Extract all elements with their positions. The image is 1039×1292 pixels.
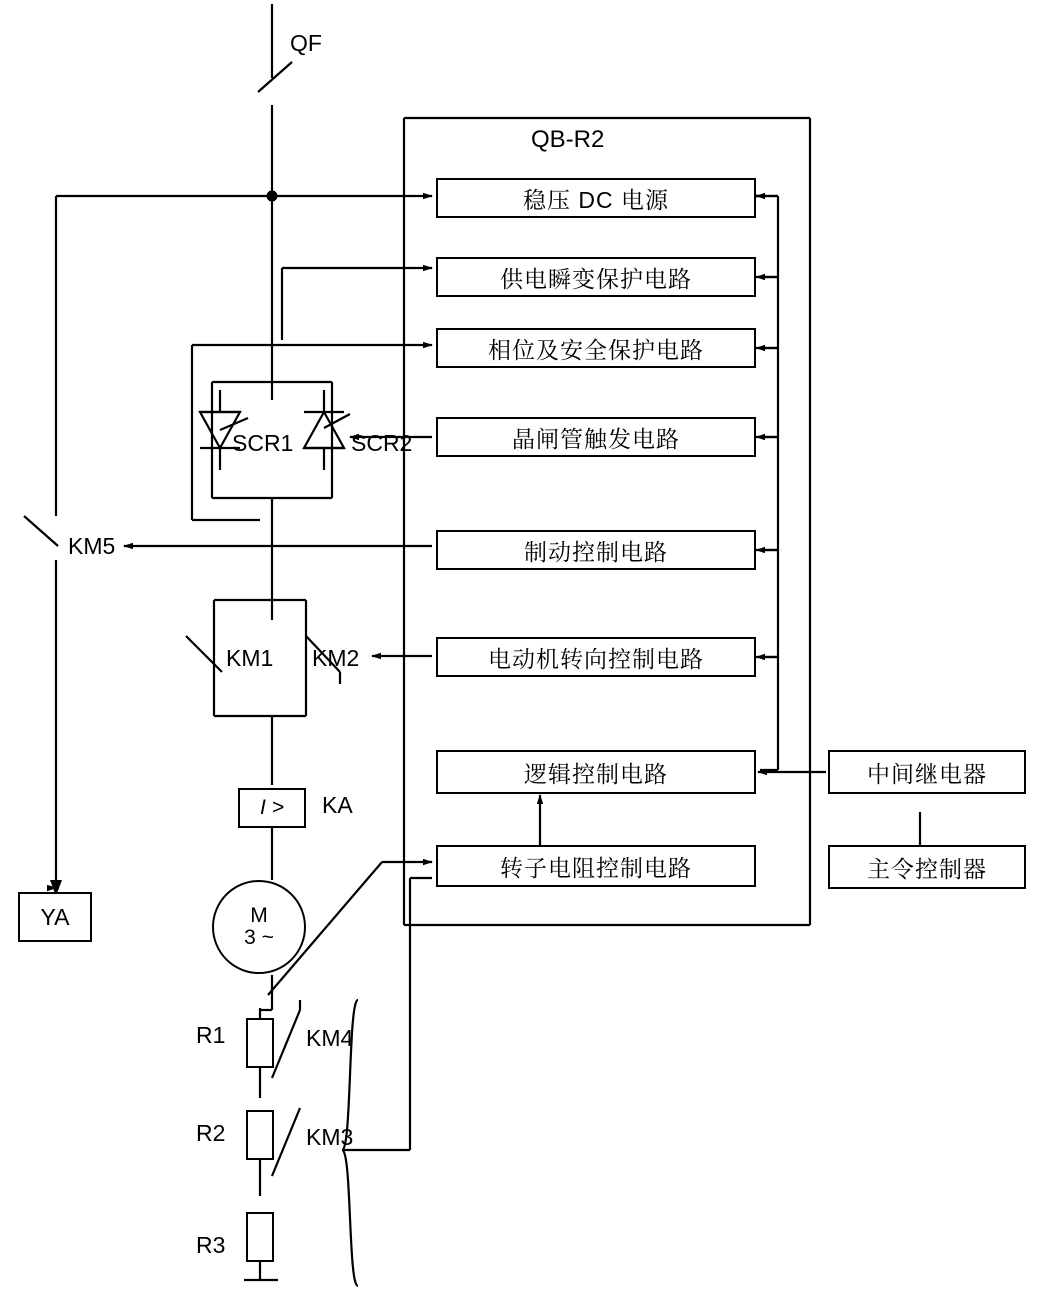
label-r1: R1	[196, 1022, 226, 1048]
label-km1: KM1	[226, 645, 274, 671]
motor-label-phase: 3 ~	[244, 926, 274, 949]
block-rotor-resistance-control: 转子电阻控制电路	[436, 845, 756, 887]
block-logic-control: 逻辑控制电路	[436, 750, 756, 794]
label-km2: KM2	[312, 645, 360, 671]
resistor-r2	[246, 1110, 274, 1160]
label-km3: KM3	[306, 1124, 354, 1150]
block-thyristor-trigger: 晶闸管触发电路	[436, 417, 756, 457]
motor-label-m: M	[250, 903, 268, 927]
panel-title: QB-R2	[531, 126, 605, 153]
label-qf: QF	[290, 30, 322, 56]
block-motor-direction-control: 电动机转向控制电路	[436, 637, 756, 677]
resistor-r1	[246, 1018, 274, 1068]
block-intermediate-relay: 中间继电器	[828, 750, 1026, 794]
resistor-r3	[246, 1212, 274, 1262]
block-transient-protection: 供电瞬变保护电路	[436, 257, 756, 297]
block-master-controller: 主令控制器	[828, 845, 1026, 889]
label-scr1: SCR1	[232, 430, 294, 456]
label-ka: KA	[322, 792, 353, 818]
motor-symbol	[212, 880, 306, 974]
block-dc-power: 稳压 DC 电源	[436, 178, 756, 218]
label-r2: R2	[196, 1120, 226, 1146]
block-brake-control: 制动控制电路	[436, 530, 756, 570]
label-r3: R3	[196, 1232, 226, 1258]
label-scr2: SCR2	[351, 430, 413, 456]
coil-ya: YA	[18, 892, 92, 942]
label-km5: KM5	[68, 533, 116, 559]
block-phase-safety-protection: 相位及安全保护电路	[436, 328, 756, 368]
relay-ka: I >	[238, 788, 306, 828]
label-km4: KM4	[306, 1025, 354, 1051]
